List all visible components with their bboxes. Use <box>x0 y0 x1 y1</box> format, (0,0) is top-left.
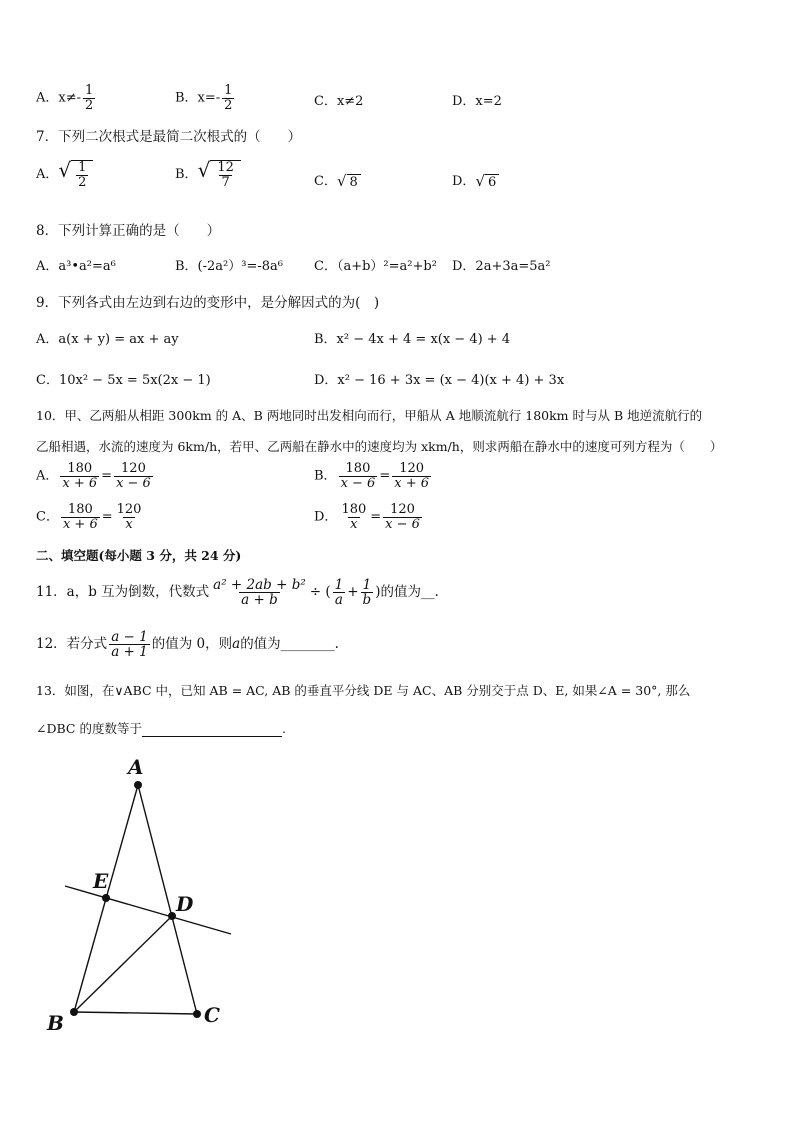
q8-text: 8．下列计算正确的是（ ） <box>36 223 221 239</box>
q7-option-d: D． √ 6 <box>452 170 499 190</box>
point-e <box>102 894 110 902</box>
q8-option-c: C．（a+b）²=a²+b² <box>314 259 437 274</box>
q10-line2: 乙船相遇，水流的速度为 6km/h，若甲、乙两船在静水中的速度均为 xkm/h，则求两船在静水中的速度可列方程为（ ） <box>36 439 723 454</box>
q10-option-c: C． $\frac{180}{x + 6}$ = $\frac{120}{x}$ <box>36 502 142 532</box>
q7-text: 7．下列二次根式是最简二次根式的（ ） <box>36 129 302 145</box>
q7-option-c: C． √ 8 <box>314 170 361 190</box>
label-a: A <box>128 755 144 779</box>
label-d: D <box>176 892 194 916</box>
q6-b-fraction: $\frac{1}{2}$ <box>224 83 233 113</box>
q7-option-b: B． √ $\frac{12}{7}$ <box>175 160 241 189</box>
q9-option-d: D．x² − 16 + 3x = (x − 4)(x + 4) + 3x <box>314 373 565 388</box>
point-c <box>193 1010 201 1018</box>
point-a <box>134 781 142 789</box>
q9-option-b: B．x² − 4x + 4 = x(x − 4) + 4 <box>314 332 511 347</box>
q10-option-b: B． $\frac{180}{x - 6}$ = $\frac{120}{x + 6}$ <box>314 461 429 491</box>
q9-option-a: A．a(x + y) = ax + ay <box>36 332 179 347</box>
q11-text: 11．a，b 互为倒数，代数式 $\frac{\text{a² + 2ab + b²}}{a + b}$ ÷ ( $\frac{1}{a}$ + $\frac{1}{b}$ )的值为__. <box>36 577 439 609</box>
q7-option-a: A． √ $\frac{1}{2}$ <box>36 160 93 189</box>
q6-option-a: A．x≠- $\frac{1}{2}$ <box>36 83 94 113</box>
segment-bd <box>74 916 172 1012</box>
q6-option-b: B．x=- $\frac{1}{2}$ <box>175 83 233 113</box>
label-e: E <box>93 869 109 893</box>
q13-line2: ∠DBC 的度数等于 . <box>36 721 286 736</box>
q8-option-b: B．(-2a²）³=-8a⁶ <box>175 259 283 274</box>
q12-text: 12．若分式 $\frac{a - 1}{a + 1}$ 的值为 0，则a的值为________. <box>36 629 339 661</box>
q9-text: 9．下列各式由左边到右边的变形中，是分解因式的为( ) <box>36 295 380 311</box>
q10-option-a: A． $\frac{180}{x + 6}$ = $\frac{120}{x - 6}$ <box>36 461 151 491</box>
q6-option-d: D．x=2 <box>452 94 502 109</box>
q9-option-c: C．10x² − 5x = 5x(2x − 1) <box>36 373 211 388</box>
side-bc <box>74 1012 197 1014</box>
q6-option-c: C．x≠2 <box>314 94 364 109</box>
section-2-title: 二、填空题(每小题 3 分，共 24 分) <box>36 548 242 563</box>
label-c: C <box>204 1003 220 1027</box>
q8-option-d: D．2a+3a=5a² <box>452 259 551 274</box>
q10-option-d: D． $\frac{180}{x}$ = $\frac{120}{x - 6}$ <box>314 502 420 532</box>
perpendicular-bisector-de <box>65 886 231 934</box>
point-d <box>168 912 176 920</box>
q8-option-a: A．a³•a²=a⁶ <box>36 259 116 274</box>
q6-a-fraction: $\frac{1}{2}$ <box>85 83 94 113</box>
q10-line1: 10．甲、乙两船从相距 300km 的 A、B 两地同时出发相向而行，甲船从 A 地顺流航行 180km 时与从 B 地逆流航行的 <box>36 408 703 423</box>
label-b: B <box>47 1011 64 1035</box>
point-b <box>70 1008 78 1016</box>
q13-line1: 13．如图，在∨ABC 中，已知 AB = AC, AB 的垂直平分线 DE 与 AC、AB 分别交于点 D、E, 如果∠A = 30°, 那么 <box>36 683 691 698</box>
